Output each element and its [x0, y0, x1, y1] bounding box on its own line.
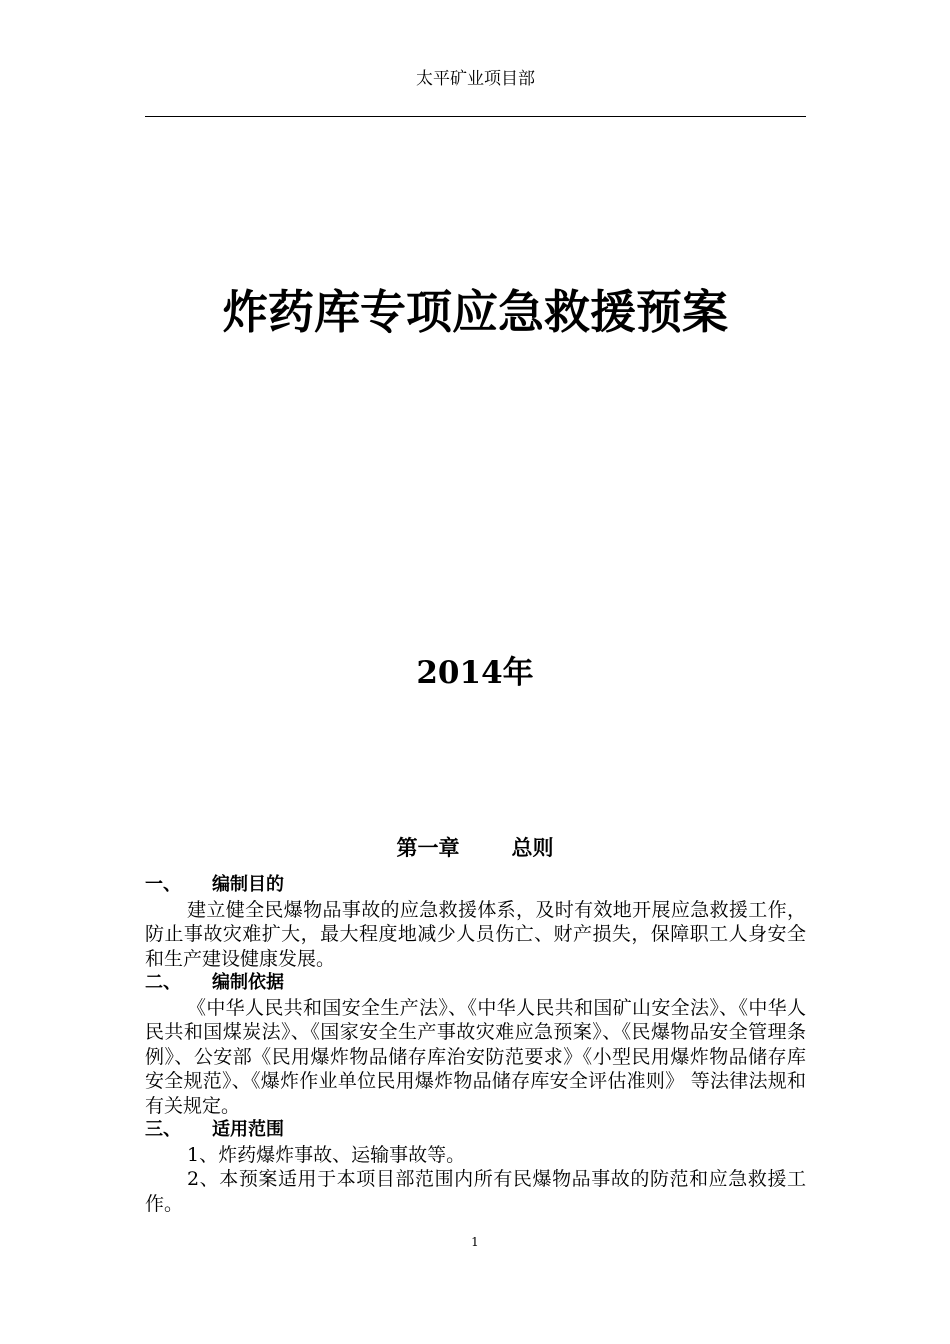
- document-year: 2014年: [416, 655, 534, 691]
- section-scope: [145, 1118, 806, 1216]
- section-number: 一、: [145, 874, 181, 895]
- page-header: 太平矿业项目部: [416, 69, 535, 89]
- section-heading: [145, 873, 806, 898]
- chapter-title: [0, 833, 950, 863]
- section-heading-text: 编制目的: [212, 874, 284, 895]
- page-number: 1: [471, 1235, 479, 1249]
- paragraph: 建立健全民爆物品事故的应急救援体系，及时有效地开展应急救援工作，防止事故灾难扩大，最大程度地减少人员伤亡、财产损失，保障职工人身安全和生产建设健康发展。: [145, 898, 806, 970]
- paragraph: 2、本预案适用于本项目部范围内所有民爆物品事故的防范和应急救援工作。: [145, 1168, 806, 1215]
- section-number: 二、: [145, 972, 181, 993]
- document-body: [145, 873, 806, 1216]
- chapter-number: 第一章: [396, 835, 460, 860]
- document-title: 炸药库专项应急救援预案: [222, 285, 728, 339]
- chapter-name: 总则: [511, 835, 554, 860]
- section-basis: [145, 971, 806, 1118]
- section-heading: [145, 1118, 806, 1143]
- section-heading-text: 编制依据: [212, 972, 284, 993]
- section-number: 三、: [145, 1119, 181, 1140]
- paragraph: 1、炸药爆炸事故、运输事故等。: [187, 1143, 466, 1166]
- paragraph: 《中华人民共和国安全生产法》、《中华人民共和国矿山安全法》、《中华人民共和国煤炭法》、《国家安全生产事故灾难应急预案》、《民爆物品安全管理条例》、公安部《民用爆炸物品储存库治安防范要求》《小型民用爆炸物品储存库安全规范》、《爆炸作业单位民用爆炸物品储存库安全评估准则》 等法律法规和有关规定。: [145, 996, 806, 1117]
- section-heading-text: 适用范围: [212, 1119, 284, 1140]
- section-purpose: [145, 873, 806, 971]
- section-heading: [145, 971, 806, 996]
- header-rule: [145, 116, 806, 117]
